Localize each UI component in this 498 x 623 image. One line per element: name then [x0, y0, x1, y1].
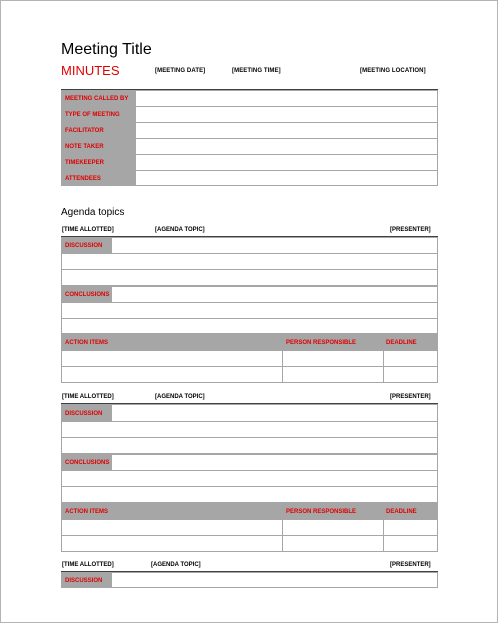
discussion-block	[61, 572, 438, 588]
time-allotted-field[interactable]: [TIME ALLOTTED]	[62, 394, 114, 400]
action-items-label: ACTION ITEMS	[65, 509, 108, 515]
meeting-time-field[interactable]: [MEETING TIME]	[232, 68, 281, 74]
row-divider	[62, 437, 437, 438]
conclusions-block	[61, 454, 438, 503]
action-items-header-row	[62, 504, 437, 519]
info-row-divider	[135, 106, 437, 107]
attendees-label: ATTENDEES	[65, 176, 101, 182]
meeting-called-by-field[interactable]	[137, 92, 435, 105]
row-divider	[62, 421, 437, 422]
meeting-date-field[interactable]: [MEETING DATE]	[155, 68, 206, 74]
conclusions-label: CONCLUSIONS	[65, 292, 110, 298]
info-row-divider	[135, 154, 437, 155]
row-divider	[62, 302, 437, 303]
action-items-table	[61, 334, 438, 383]
meeting-called-by-label: MEETING CALLED BY	[65, 96, 129, 102]
conclusions-field[interactable]	[114, 287, 436, 302]
column-divider	[282, 504, 283, 551]
person-responsible-label: PERSON RESPONSIBLE	[286, 340, 357, 346]
row-divider	[62, 350, 437, 351]
column-divider	[282, 335, 283, 382]
time-allotted-field[interactable]: [TIME ALLOTTED]	[62, 562, 114, 568]
agenda-topic-field[interactable]: [AGENDA TOPIC]	[151, 562, 201, 568]
info-row-divider	[135, 138, 437, 139]
discussion-block	[61, 404, 438, 454]
discussion-label: DISCUSSION	[65, 411, 103, 417]
action-items-label: ACTION ITEMS	[65, 340, 108, 346]
facilitator-field[interactable]	[137, 124, 435, 137]
discussion-field[interactable]	[114, 238, 436, 253]
row-divider	[62, 535, 437, 536]
meeting-location-field[interactable]: [MEETING LOCATION]	[360, 68, 426, 74]
agenda-topic-field[interactable]: [AGENDA TOPIC]	[155, 227, 205, 233]
action-items-header-row	[62, 335, 437, 350]
note-taker-field[interactable]	[137, 140, 435, 153]
row-divider	[62, 269, 437, 270]
presenter-field[interactable]: [PRESENTER]	[390, 394, 431, 400]
row-divider	[62, 519, 437, 520]
timekeeper-label: TIMEKEEPER	[65, 160, 105, 166]
presenter-field[interactable]: [PRESENTER]	[390, 227, 431, 233]
attendees-field[interactable]	[137, 172, 435, 184]
agenda-topic-field[interactable]: [AGENDA TOPIC]	[155, 394, 205, 400]
deadline-label: DEADLINE	[386, 340, 417, 346]
agenda-heading: Agenda topics	[61, 207, 125, 218]
discussion-label: DISCUSSION	[65, 578, 103, 584]
conclusions-block	[61, 286, 438, 334]
info-row-divider	[135, 122, 437, 123]
info-label-column	[62, 91, 135, 185]
type-of-meeting-field[interactable]	[137, 108, 435, 121]
minutes-heading: MINUTES	[61, 63, 120, 78]
presenter-field[interactable]: [PRESENTER]	[390, 562, 431, 568]
conclusions-label: CONCLUSIONS	[65, 460, 110, 466]
column-divider	[383, 504, 384, 551]
time-allotted-field[interactable]: [TIME ALLOTTED]	[62, 227, 114, 233]
column-divider	[383, 335, 384, 382]
row-divider	[62, 486, 437, 487]
info-table	[61, 90, 438, 186]
discussion-field[interactable]	[114, 405, 436, 421]
deadline-label: DEADLINE	[386, 509, 417, 515]
row-divider	[62, 318, 437, 319]
row-divider	[62, 470, 437, 471]
discussion-label: DISCUSSION	[65, 243, 103, 249]
timekeeper-field[interactable]	[137, 156, 435, 169]
discussion-block	[61, 237, 438, 286]
person-responsible-label: PERSON RESPONSIBLE	[286, 509, 357, 515]
conclusions-field[interactable]	[114, 455, 436, 470]
facilitator-label: FACILITATOR	[65, 128, 104, 134]
action-items-table	[61, 503, 438, 552]
type-of-meeting-label: TYPE OF MEETING	[65, 112, 120, 118]
row-divider	[62, 366, 437, 367]
info-row-divider	[135, 170, 437, 171]
note-taker-label: NOTE TAKER	[65, 144, 104, 150]
meeting-title[interactable]: Meeting Title	[61, 41, 152, 58]
discussion-field[interactable]	[114, 573, 436, 587]
row-divider	[62, 253, 437, 254]
